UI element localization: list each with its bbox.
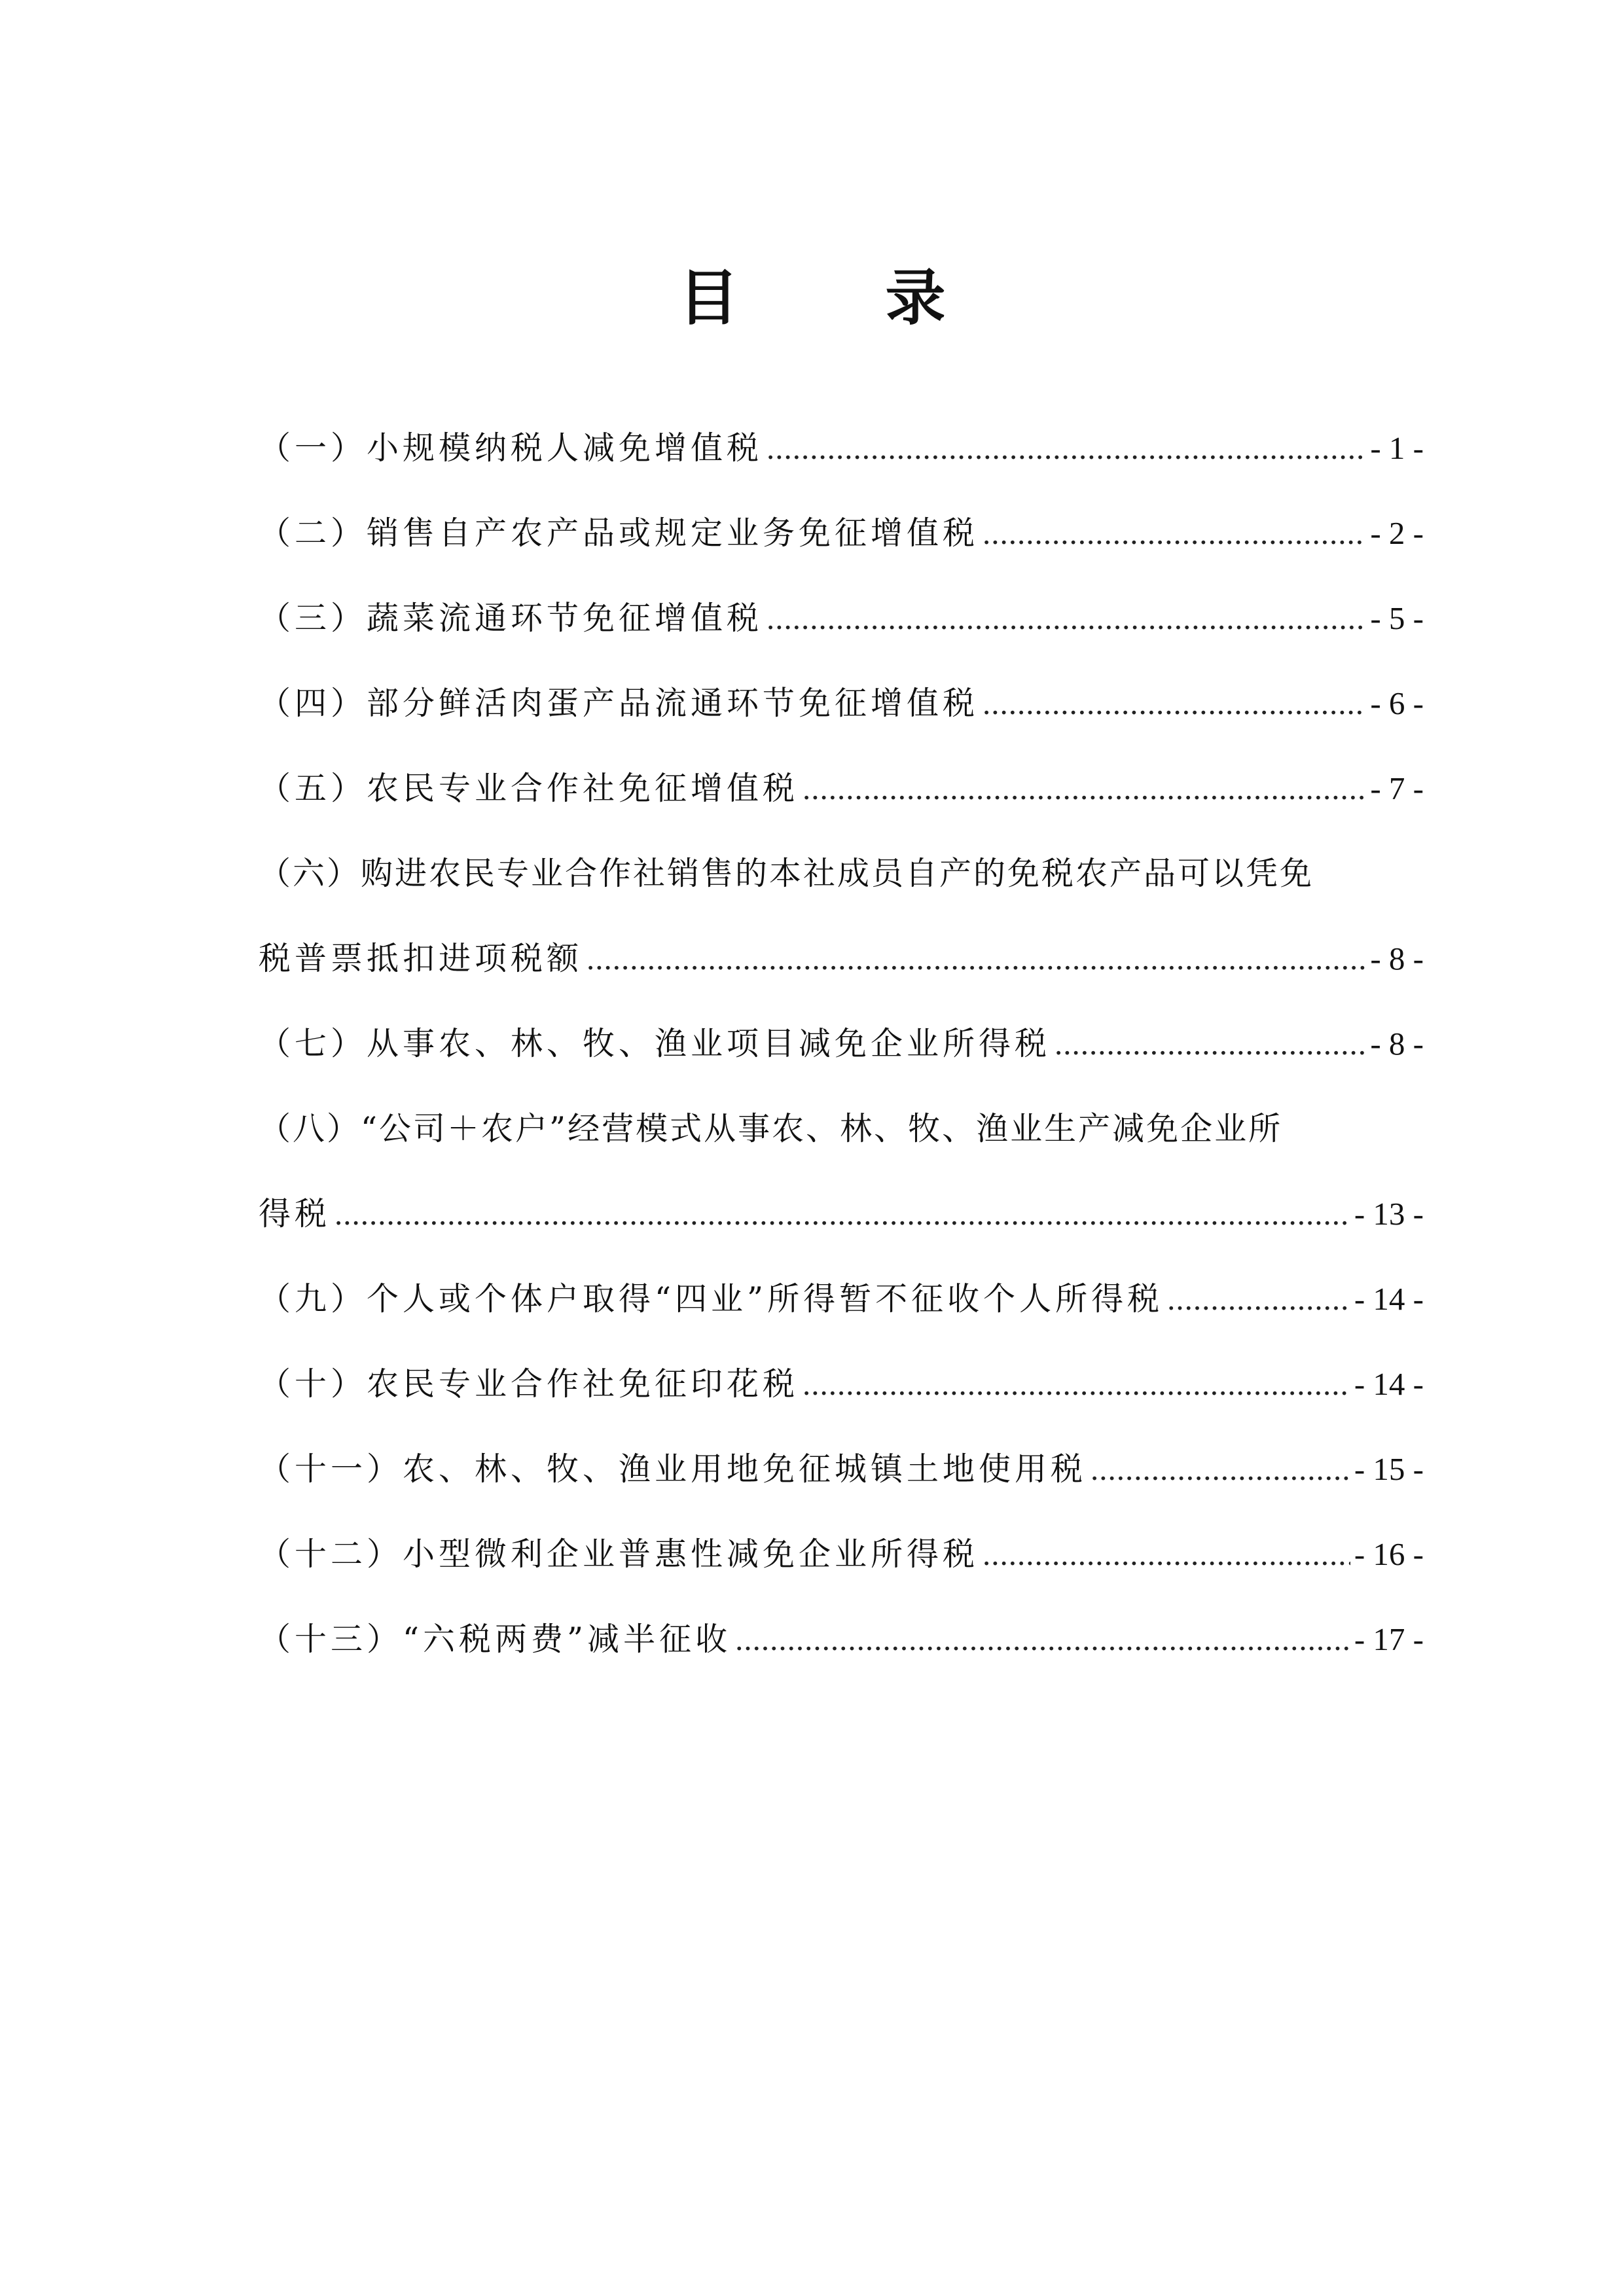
toc-entry-10[interactable] [259,1342,1424,1427]
toc-entry-11[interactable] [259,1427,1424,1512]
toc-page-number: - 14 - [1354,1366,1424,1402]
dot-leader [1167,1257,1350,1342]
toc-entry-title: （三）蔬菜流通环节免征增值税 [259,600,763,637]
page-title: 目 录 [678,262,1009,333]
toc-page-number: - 16 - [1354,1536,1424,1572]
toc-entry-4[interactable] [259,661,1424,746]
dot-leader [586,916,1366,1001]
toc-page-number: - 14 - [1354,1281,1424,1317]
toc-entry-title: （十）农民专业合作社免征印花税 [259,1365,799,1403]
toc-entry-title: （十一）农、林、牧、渔业用地免征城镇土地使用税 [259,1450,1087,1488]
toc-entry-9[interactable] [259,1257,1424,1342]
toc-page-number: - 2 - [1370,515,1424,551]
toc-entry-2[interactable] [259,491,1424,576]
toc-page-number: - 6 - [1370,685,1424,721]
toc-page-number: - 5 - [1370,600,1424,636]
dot-leader [1091,1427,1350,1512]
dot-leader [803,746,1366,831]
dot-leader [334,1172,1350,1257]
toc-entry-5[interactable] [259,746,1424,831]
toc-entry-title: （四）部分鲜活肉蛋产品流通环节免征增值税 [259,685,979,722]
toc-entry-title: （九）个人或个体户取得“四业”所得暂不征收个人所得税 [259,1280,1164,1318]
toc-page-number: - 1 - [1370,430,1424,466]
dot-leader [735,1597,1350,1682]
toc-entry-7[interactable] [259,1001,1424,1086]
toc-entry-title-line1: （六）购进农民专业合作社销售的本社成员自产的免税农产品可以凭免 [259,855,1314,892]
toc-entry-12[interactable] [259,1512,1424,1597]
toc-page-number: - 8 - [1370,1026,1424,1062]
dot-leader [767,406,1366,491]
dot-leader [983,1512,1350,1597]
toc-entry-title: （五）农民专业合作社免征增值税 [259,770,799,807]
dot-leader [803,1342,1350,1427]
toc-entry-title-line2: 税普票抵扣进项税额 [259,940,583,977]
toc-entry-title-line2: 得税 [259,1195,331,1232]
toc-page-number: - 7 - [1370,770,1424,806]
toc-page-number: - 15 - [1354,1451,1424,1487]
toc-entry-title: （七）从事农、林、牧、渔业项目减免企业所得税 [259,1025,1051,1062]
dot-leader [767,576,1366,661]
toc-entry-title: （二）销售自产农产品或规定业务免征增值税 [259,514,979,552]
toc-entry-1[interactable] [259,406,1424,491]
table-of-contents [259,406,1424,1682]
toc-entry-6[interactable] [259,831,1424,1001]
dot-leader [983,661,1366,746]
dot-leader [1055,1001,1366,1086]
toc-entry-3[interactable] [259,576,1424,661]
toc-page-number: - 17 - [1354,1621,1424,1657]
toc-page-number: - 8 - [1370,941,1424,977]
toc-entry-title-line1: （八）“公司＋农户”经营模式从事农、林、牧、渔业生产减免企业所 [259,1110,1283,1147]
dot-leader [983,491,1366,576]
toc-entry-title: （十三）“六税两费”减半征收 [259,1621,732,1658]
toc-entry-title: （一）小规模纳税人减免增值税 [259,429,763,467]
toc-entry-8[interactable] [259,1086,1424,1257]
toc-entry-title: （十二）小型微利企业普惠性减免企业所得税 [259,1535,979,1573]
toc-page-number: - 13 - [1354,1196,1424,1232]
toc-entry-13[interactable] [259,1597,1424,1682]
